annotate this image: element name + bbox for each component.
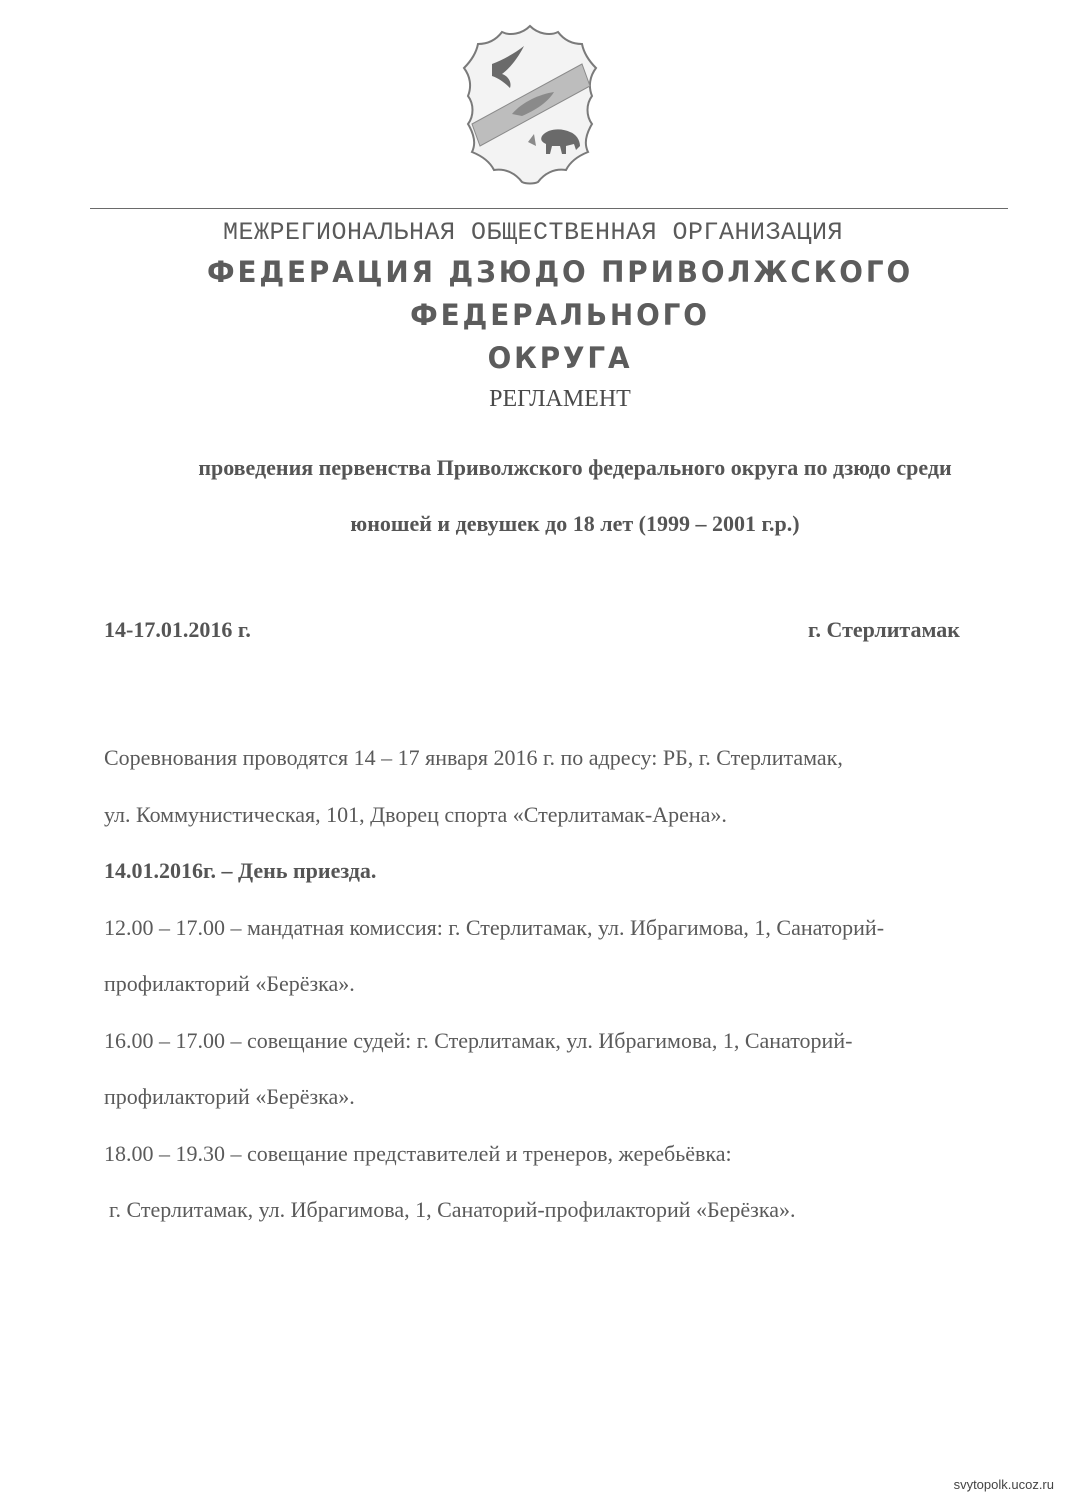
event-date: 14-17.01.2016 г. bbox=[104, 617, 251, 642]
organization-name bbox=[118, 251, 1001, 380]
document-subtitle-line-2: юношей и девушек до 18 лет (1999 – 2001 г.р.) bbox=[350, 511, 800, 536]
document-body bbox=[104, 730, 1004, 1239]
body-line: профилакторий «Берёзка». bbox=[104, 1084, 355, 1109]
body-line: Соревнования проводятся 14 – 17 января 2016 г. по адресу: РБ, г. Стерлитамак, bbox=[104, 745, 843, 770]
body-line: 16.00 – 17.00 – совещание судей: г. Стерлитамак, ул. Ибрагимова, 1, Санаторий- bbox=[104, 1027, 853, 1053]
organization-name-line-1: ФЕДЕРАЦИЯ ДЗЮДО ПРИВОЛЖСКОГО ФЕДЕРАЛЬНОГО bbox=[206, 255, 914, 332]
body-line: 18.00 – 19.30 – совещание представителей и тренеров, жеребьёвка: bbox=[104, 1140, 732, 1166]
body-line-arrival-day: 14.01.2016г. – День приезда. bbox=[104, 858, 377, 883]
body-line: г. Стерлитамак, ул. Ибрагимова, 1, Санаторий-профилакторий «Берёзка». bbox=[109, 1197, 796, 1222]
body-line: профилакторий «Берёзка». bbox=[104, 971, 355, 996]
document-subtitle bbox=[80, 440, 1066, 552]
site-watermark: svytopolk.ucoz.ru bbox=[953, 1477, 1054, 1492]
document-title: РЕГЛАМЕНТ bbox=[489, 386, 631, 412]
body-line: 12.00 – 17.00 – мандатная комиссия: г. Стерлитамак, ул. Ибрагимова, 1, Санаторий- bbox=[104, 914, 885, 940]
organization-name-line-2: ОКРУГА bbox=[487, 341, 633, 375]
document-subtitle-line-1: проведения первенства Приволжского федерального округа по дзюдо среди bbox=[198, 455, 952, 480]
body-line: ул. Коммунистическая, 101, Дворец спорта «Стерлитамак-Арена». bbox=[104, 801, 727, 827]
organization-type: МЕЖРЕГИОНАЛЬНАЯ ОБЩЕСТВЕННАЯ ОРГАНИЗАЦИЯ bbox=[222, 218, 844, 247]
event-place: г. Стерлитамак bbox=[808, 617, 960, 642]
header-divider bbox=[90, 208, 1008, 209]
coat-of-arms-emblem bbox=[462, 24, 598, 188]
